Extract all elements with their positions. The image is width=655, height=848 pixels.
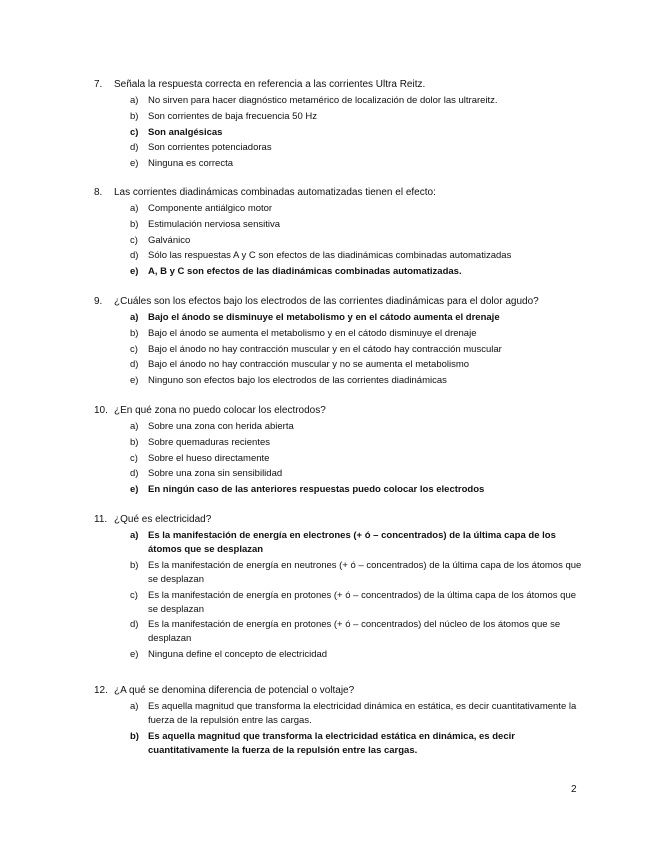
question-text [94,684,584,698]
option-letter: b) [130,218,139,230]
option-e [130,157,584,171]
option-letter: b) [130,327,139,339]
option-list [130,529,584,662]
option-c [130,452,584,466]
option-letter: c) [130,234,138,246]
option-b [130,436,584,450]
question-prompt: ¿A qué se denomina diferencia de potencial o voltaje? [114,685,355,696]
option-e [130,374,584,388]
option-text: Son corrientes potenciadoras [148,142,272,154]
option-text: Sólo las respuestas A y C son efectos de las diadinámicas combinadas automatizadas [148,250,512,262]
question-prompt: ¿Cuáles son los efectos bajo los electrodos de las corrientes diadinámicas para el dolor agudo? [114,296,539,307]
option-letter: e) [130,375,139,387]
option-b-correct [130,730,584,758]
option-d [130,467,584,481]
option-text: A, B y C son efectos de las diadinámicas combinadas automatizadas. [148,266,462,278]
option-text: En ningún caso de las anteriores respuestas puedo colocar los electrodos [148,484,485,496]
option-a [130,420,584,434]
option-letter: c) [130,589,138,601]
option-letter: b) [130,436,139,448]
option-e-correct [130,265,584,279]
option-letter: b) [130,559,139,571]
option-c-correct [130,126,584,140]
option-list [130,202,584,279]
option-letter: c) [130,343,138,355]
option-d [130,358,584,372]
option-letter: a) [130,312,139,323]
option-d [130,141,584,155]
option-text: No sirven para hacer diagnóstico metamérico de localización de dolor las ultrareitz. [148,95,498,106]
option-text: Son corrientes de baja frecuencia 50 Hz [148,110,317,122]
option-text: Ninguna es correcta [148,158,234,170]
option-letter: a) [130,421,139,432]
option-a-correct [130,529,584,557]
option-b [130,559,584,587]
question-7 [94,78,584,173]
option-list [130,700,584,758]
question-9 [94,295,584,390]
page-number: 2 [571,784,577,795]
option-letter: d) [130,468,139,480]
option-b [130,110,584,124]
option-text: Es la manifestación de energía en protones (+ ó – concentrados) de la última capa de los átomos que se desplazan [148,589,577,615]
question-number: 7. [94,79,103,90]
option-letter: a) [130,203,139,214]
question-number: 9. [94,296,103,307]
option-text: Estimulación nerviosa sensitiva [148,218,281,230]
option-c [130,343,584,357]
option-letter: d) [130,142,139,154]
question-12 [94,684,584,760]
option-a [130,700,584,728]
option-text: Bajo el ánodo se disminuye el metabolismo y en el cátodo aumenta el drenaje [148,312,500,323]
option-letter: a) [130,530,139,541]
option-d [130,249,584,263]
question-text [94,404,584,418]
option-a [130,202,584,216]
option-text: Es la manifestación de energía en protones (+ ó – concentrados) del núcleo de los átomos que se desplazan [148,619,561,645]
question-text [94,186,584,200]
question-prompt: ¿En qué zona no puedo colocar los electrodos? [114,405,326,416]
question-number: 11. [94,514,108,525]
option-text: Ninguno son efectos bajo los electrodos de las corrientes diadinámicas [148,375,447,387]
option-text: Sobre el hueso directamente [148,452,270,464]
question-8 [94,186,584,281]
question-10 [94,404,584,499]
option-letter: e) [130,158,139,170]
option-d [130,618,584,646]
option-b [130,327,584,341]
option-text: Es la manifestación de energía en neutrones (+ ó – concentrados) de la última capa de los átomos que se desplazan [148,559,582,585]
option-a-correct [130,311,584,325]
option-list [130,420,584,497]
option-text: Bajo el ánodo no hay contracción muscular y no se aumenta el metabolismo [148,359,470,371]
option-c [130,589,584,617]
question-number: 12. [94,685,108,696]
question-text [94,78,584,92]
question-text [94,295,584,309]
option-e-correct [130,483,584,497]
option-letter: e) [130,266,139,278]
option-e [130,648,584,662]
option-letter: a) [130,701,139,712]
option-a [130,94,584,108]
option-text: Galvánico [148,234,191,246]
option-letter: e) [130,484,139,496]
option-text: Son analgésicas [148,126,223,138]
option-letter: c) [130,452,138,464]
option-c [130,234,584,248]
question-11 [94,513,584,664]
question-prompt: Señala la respuesta correcta en referencia a las corrientes Ultra Reitz. [114,79,426,90]
option-letter: d) [130,250,139,262]
question-prompt: ¿Qué es electricidad? [114,514,212,525]
option-letter: d) [130,359,139,371]
option-text: Sobre quemaduras recientes [148,436,270,448]
option-text: Sobre una zona sin sensibilidad [148,468,283,480]
option-text: Ninguna define el concepto de electricidad [148,649,328,661]
option-text: Es la manifestación de energía en electrones (+ ó – concentrados) de la última capa de los átomos que se desplazan [148,530,556,555]
option-letter: a) [130,95,139,106]
option-list [130,94,584,171]
option-text: Es aquella magnitud que transforma la electricidad dinámica en estática, es decir cuantitativamente la fuerza de la repulsión entre las cargas. [148,701,577,726]
question-prompt: Las corrientes diadinámicas combinadas automatizadas tienen el efecto: [114,187,436,198]
option-list [130,311,584,388]
option-b [130,218,584,232]
question-text [94,513,584,527]
option-text: Bajo el ánodo se aumenta el metabolismo y en el cátodo disminuye el drenaje [148,327,477,339]
option-letter: d) [130,619,139,631]
option-text: Bajo el ánodo no hay contracción muscular y en el cátodo hay contracción muscular [148,343,502,355]
option-letter: c) [130,126,139,138]
option-text: Componente antiálgico motor [148,203,273,214]
option-text: Es aquella magnitud que transforma la electricidad estática en dinámica, es decir cuantitativamente la fuerza de la repulsión entre las cargas. [148,730,515,756]
question-number: 8. [94,187,103,198]
option-letter: b) [130,110,139,122]
option-text: Sobre una zona con herida abierta [148,421,294,432]
option-letter: b) [130,730,139,742]
option-letter: e) [130,649,139,661]
question-number: 10. [94,405,108,416]
